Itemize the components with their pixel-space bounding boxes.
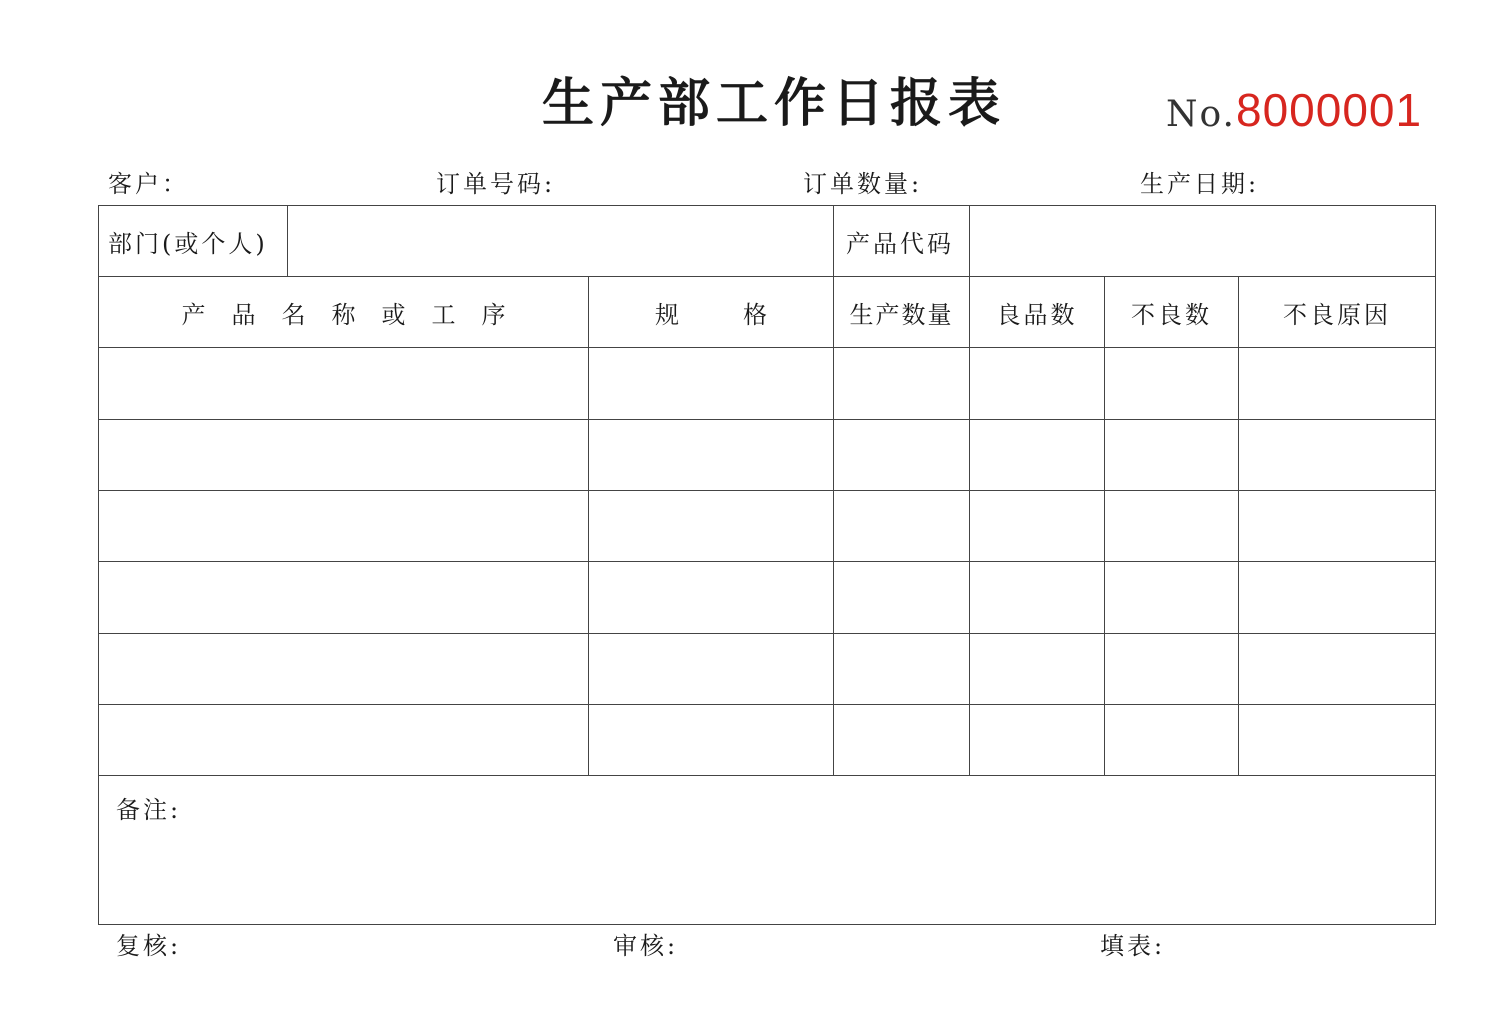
order-quantity-label: 订单数量: xyxy=(803,170,923,198)
table-cell-spec[interactable] xyxy=(589,705,833,775)
product-code-field[interactable] xyxy=(970,206,1435,276)
table-cell-spec[interactable] xyxy=(589,420,833,490)
column-header-defect-reason: 不良原因 xyxy=(1283,300,1391,329)
table-cell-spec[interactable] xyxy=(589,562,833,633)
table-cell-spec[interactable] xyxy=(589,634,833,704)
table-cell-defect-qty[interactable] xyxy=(1105,420,1238,490)
table-cell-defect-qty[interactable] xyxy=(1105,705,1238,775)
table-cell-product-name[interactable] xyxy=(99,705,588,775)
grid-line xyxy=(98,924,1436,925)
order-number-label: 订单号码: xyxy=(436,170,556,198)
serial-number xyxy=(1166,84,1422,147)
department-field[interactable] xyxy=(288,206,833,276)
table-cell-defect-reason[interactable] xyxy=(1239,562,1434,633)
column-header-defect-qty: 不良数 xyxy=(1131,300,1212,329)
table-cell-spec[interactable] xyxy=(589,491,833,561)
table-cell-defect-qty[interactable] xyxy=(1105,562,1238,633)
table-cell-good-qty[interactable] xyxy=(970,705,1104,775)
table-cell-product-name[interactable] xyxy=(99,634,588,704)
table-cell-production-qty[interactable] xyxy=(834,562,969,633)
table-cell-defect-qty[interactable] xyxy=(1105,491,1238,561)
column-header-production-qty: 生产数量 xyxy=(849,300,954,329)
table-cell-production-qty[interactable] xyxy=(834,705,969,775)
table-cell-product-name[interactable] xyxy=(99,491,588,561)
filled-by-signature-label: 填表: xyxy=(1100,932,1166,960)
table-cell-spec[interactable] xyxy=(589,348,833,419)
production-date-label: 生产日期: xyxy=(1140,170,1260,198)
product-code-label: 产品代码 xyxy=(846,229,954,258)
table-cell-product-name[interactable] xyxy=(99,420,588,490)
column-header-spec: 规格 xyxy=(655,300,831,329)
form-title: 生产部工作日报表 xyxy=(542,73,1007,134)
review-signature-label: 复核: xyxy=(116,932,182,960)
table-cell-good-qty[interactable] xyxy=(970,348,1104,419)
table-cell-good-qty[interactable] xyxy=(970,420,1104,490)
table-cell-defect-reason[interactable] xyxy=(1239,705,1434,775)
grid-line xyxy=(1435,205,1436,925)
table-cell-good-qty[interactable] xyxy=(970,491,1104,561)
customer-label: 客户： xyxy=(108,170,189,198)
table-cell-good-qty[interactable] xyxy=(970,562,1104,633)
column-header-good-qty: 良品数 xyxy=(996,300,1078,329)
serial-prefix: No. xyxy=(1166,94,1236,135)
table-cell-defect-reason[interactable] xyxy=(1239,348,1434,419)
table-cell-good-qty[interactable] xyxy=(970,634,1104,704)
table-cell-defect-reason[interactable] xyxy=(1239,634,1434,704)
table-cell-defect-qty[interactable] xyxy=(1105,348,1238,419)
table-cell-defect-reason[interactable] xyxy=(1239,420,1434,490)
table-cell-production-qty[interactable] xyxy=(834,348,969,419)
table-cell-production-qty[interactable] xyxy=(834,634,969,704)
table-cell-production-qty[interactable] xyxy=(834,420,969,490)
serial-value: 8000001 xyxy=(1235,84,1423,136)
remarks-label: 备注: xyxy=(116,796,182,824)
table-cell-defect-qty[interactable] xyxy=(1105,634,1238,704)
department-label: 部门(或个人) xyxy=(108,229,268,258)
column-header-product-name: 产品名称或工序 xyxy=(181,300,532,329)
table-cell-product-name[interactable] xyxy=(99,562,588,633)
table-cell-product-name[interactable] xyxy=(99,348,588,419)
audit-signature-label: 审核: xyxy=(613,932,679,960)
table-cell-production-qty[interactable] xyxy=(834,491,969,561)
table-cell-defect-reason[interactable] xyxy=(1239,491,1434,561)
remarks-field[interactable] xyxy=(99,776,1435,924)
